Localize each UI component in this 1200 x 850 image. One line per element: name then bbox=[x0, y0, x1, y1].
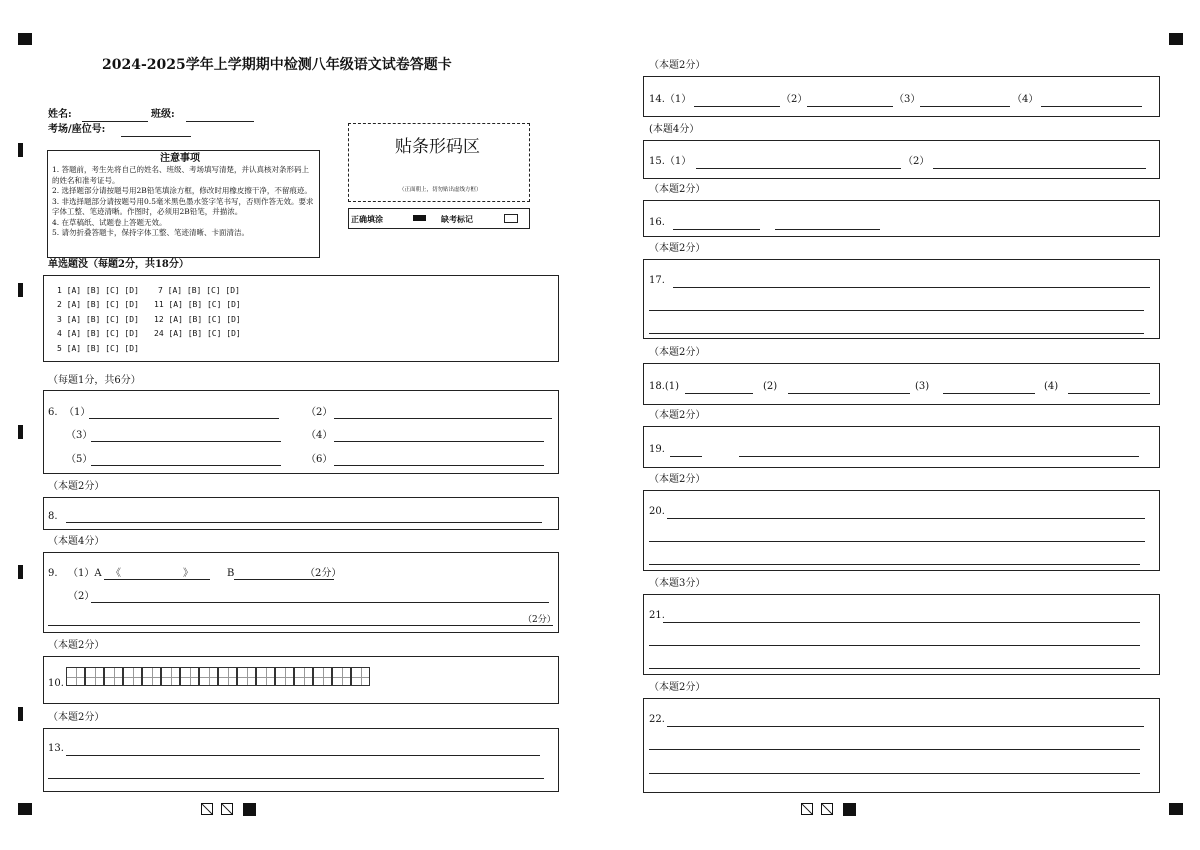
q22-answer-line[interactable] bbox=[649, 749, 1140, 750]
mc-row[interactable]: 12 [A] [B] [C] [D] bbox=[154, 315, 241, 324]
notice-title: 注意事项 bbox=[160, 153, 200, 164]
fill-label: 正确填涂 bbox=[351, 214, 383, 224]
seat-field[interactable] bbox=[121, 136, 191, 137]
notice-line: 4. 在草稿纸、试题卷上答题无效。 bbox=[52, 217, 167, 227]
q21-answer-box bbox=[643, 594, 1160, 675]
q15-part2-label: （2） bbox=[903, 156, 930, 167]
mc-row[interactable]: 1 [A] [B] [C] [D] bbox=[57, 286, 139, 295]
q21-score-label: （本题3分） bbox=[649, 578, 706, 589]
q14-part-label: （3） bbox=[894, 94, 921, 105]
q8-score-label: （本题2分） bbox=[48, 481, 105, 492]
corner-mark-top-left bbox=[18, 33, 32, 45]
q14-number: 14.（1） bbox=[649, 94, 692, 105]
q18-answer-line[interactable] bbox=[788, 393, 910, 394]
q10-grid-cell[interactable] bbox=[237, 667, 256, 686]
q10-grid-cell[interactable] bbox=[142, 667, 161, 686]
q21-answer-line[interactable] bbox=[663, 622, 1140, 623]
mc-row[interactable]: 24 [A] [B] [C] [D] bbox=[154, 329, 241, 338]
q20-score-label: （本题2分） bbox=[649, 474, 706, 485]
q8-answer-line[interactable] bbox=[66, 522, 542, 523]
q21-answer-line[interactable] bbox=[649, 645, 1140, 646]
q17-score-label: （本题2分） bbox=[649, 243, 706, 254]
q9-number: 9. bbox=[48, 568, 58, 579]
q15-answer-line[interactable] bbox=[696, 168, 901, 169]
q6-answer-line[interactable] bbox=[89, 418, 279, 419]
page-marker-slash-icon bbox=[221, 803, 233, 815]
q18-answer-line[interactable] bbox=[1068, 393, 1150, 394]
q6-part-label: （1） bbox=[64, 407, 91, 418]
mc-row[interactable]: 11 [A] [B] [C] [D] bbox=[154, 300, 241, 309]
q10-grid-cell[interactable] bbox=[218, 667, 237, 686]
q6-answer-box bbox=[43, 390, 559, 474]
page-marker-filled bbox=[843, 803, 856, 816]
q18-answer-line[interactable] bbox=[685, 393, 753, 394]
q9-points-1: （2分） bbox=[305, 568, 342, 579]
q20-answer-line[interactable] bbox=[667, 518, 1145, 519]
mc-section-label: 单选题没（每题2分，共18分） bbox=[48, 259, 189, 270]
notice-line: 2. 选择题部分请按题号用2B铅笔填涂方框，修改时用橡皮擦干净，不留痕迹。 bbox=[52, 186, 312, 195]
q9-part2-label: （2） bbox=[68, 591, 95, 602]
q6-part-label: （6） bbox=[306, 454, 333, 465]
q9-book-close: 》 bbox=[183, 568, 193, 579]
q6-part-label: （2） bbox=[306, 407, 333, 418]
q21-number: 21. bbox=[649, 610, 665, 621]
q14-answer-line[interactable] bbox=[920, 106, 1010, 107]
mc-row[interactable]: 7 [A] [B] [C] [D] bbox=[158, 286, 240, 295]
q6-answer-line[interactable] bbox=[91, 465, 281, 466]
q14-answer-line[interactable] bbox=[807, 106, 893, 107]
q6-part-label: （4） bbox=[306, 430, 333, 441]
q6-number: 6. bbox=[48, 407, 58, 418]
q15-answer-line[interactable] bbox=[933, 168, 1146, 169]
absent-mark-box[interactable] bbox=[504, 214, 518, 223]
q10-number: 10. bbox=[48, 678, 64, 689]
q14-answer-box bbox=[643, 76, 1160, 117]
q17-answer-line[interactable] bbox=[649, 333, 1144, 334]
seat-label: 考场/座位号: bbox=[48, 124, 106, 135]
q13-answer-line[interactable] bbox=[66, 755, 540, 756]
q20-number: 20. bbox=[649, 506, 665, 517]
q15-answer-box bbox=[643, 140, 1160, 179]
q16-answer-line[interactable] bbox=[775, 229, 880, 230]
q18-part-label: (3) bbox=[915, 381, 930, 392]
q6-score-label: （每题1分，共6分） bbox=[48, 375, 141, 386]
name-field[interactable] bbox=[82, 121, 148, 122]
page-title: 2024-2025学年上学期期中检测八年级语文试卷答题卡 bbox=[102, 57, 452, 73]
q6-part-label: （3） bbox=[66, 430, 93, 441]
q18-part-label: (2) bbox=[763, 381, 778, 392]
corner-mark-bottom-left bbox=[18, 803, 32, 815]
q6-answer-line[interactable] bbox=[334, 465, 544, 466]
q10-grid-cell[interactable] bbox=[351, 667, 370, 686]
q10-grid-cell[interactable] bbox=[313, 667, 332, 686]
q9-points-2: （2分） bbox=[523, 615, 556, 625]
q6-answer-line[interactable] bbox=[91, 441, 281, 442]
q22-number: 22. bbox=[649, 714, 665, 725]
q9-part1-label: （1）A bbox=[68, 568, 102, 579]
q6-answer-line[interactable] bbox=[334, 418, 552, 419]
page-marker-slash-icon bbox=[821, 803, 833, 815]
q10-character-grid bbox=[66, 667, 370, 688]
q19-answer-line[interactable] bbox=[739, 456, 1139, 457]
q18-part-label: (4) bbox=[1044, 381, 1059, 392]
q8-number: 8. bbox=[48, 511, 58, 522]
q17-answer-line[interactable] bbox=[649, 310, 1144, 311]
q22-score-label: （本题2分） bbox=[649, 682, 706, 693]
mc-row[interactable]: 2 [A] [B] [C] [D] bbox=[57, 300, 139, 309]
q16-answer-line[interactable] bbox=[673, 229, 760, 230]
q10-grid-cell[interactable] bbox=[104, 667, 123, 686]
q19-number: 19. bbox=[649, 444, 665, 455]
q15-score-label: (本题4分） bbox=[649, 124, 700, 135]
q9-book-open: 《 bbox=[111, 568, 121, 579]
corner-mark-bottom-right bbox=[1169, 803, 1183, 815]
q6-part-label: （5） bbox=[66, 454, 93, 465]
notice-line: 1. 答题前，考生先将自己的姓名、班级、考场填写清楚，并认真核对条形码上的姓名和准考证号。 bbox=[52, 165, 310, 185]
q14-part-label: （4） bbox=[1012, 94, 1039, 105]
timing-mark bbox=[18, 425, 23, 439]
q22-answer-line[interactable] bbox=[649, 773, 1140, 774]
q16-number: 16. bbox=[649, 217, 665, 228]
q10-grid-cell[interactable] bbox=[294, 667, 313, 686]
barcode-title: 贴条形码区 bbox=[395, 137, 480, 157]
q10-score-label: （本题2分） bbox=[48, 640, 105, 651]
timing-mark bbox=[18, 143, 23, 157]
q13-answer-line[interactable] bbox=[48, 778, 544, 779]
q10-grid-cell[interactable] bbox=[332, 667, 351, 686]
q19-answer-box bbox=[643, 426, 1160, 468]
q17-number: 17. bbox=[649, 275, 665, 286]
q10-grid-cell[interactable] bbox=[180, 667, 199, 686]
q10-grid-cell[interactable] bbox=[256, 667, 275, 686]
mc-row[interactable]: 4 [A] [B] [C] [D] bbox=[57, 329, 139, 338]
q14-part-label: （2） bbox=[781, 94, 808, 105]
page-marker-slash-icon bbox=[801, 803, 813, 815]
q10-grid-cell[interactable] bbox=[85, 667, 104, 686]
q20-answer-line[interactable] bbox=[649, 541, 1145, 542]
q13-number: 13. bbox=[48, 743, 64, 754]
q13-answer-box bbox=[43, 728, 559, 792]
q10-grid-cell[interactable] bbox=[161, 667, 180, 686]
q10-grid-cell[interactable] bbox=[123, 667, 142, 686]
page-marker-filled bbox=[243, 803, 256, 816]
q9-score-label: （本题4分） bbox=[48, 536, 105, 547]
q15-number: 15.（1） bbox=[649, 156, 692, 167]
q17-answer-line[interactable] bbox=[673, 287, 1150, 288]
q10-grid-cell[interactable] bbox=[275, 667, 294, 686]
q22-answer-box bbox=[643, 698, 1160, 793]
q10-grid-cell[interactable] bbox=[199, 667, 218, 686]
q9-book-line[interactable] bbox=[104, 579, 210, 580]
q18-number: 18.(1) bbox=[649, 381, 680, 392]
q18-score-label: （本题2分） bbox=[649, 347, 706, 358]
corner-mark-top-right bbox=[1169, 33, 1183, 45]
class-field[interactable] bbox=[186, 121, 254, 122]
name-label: 姓名: bbox=[48, 109, 72, 120]
q17-answer-box bbox=[643, 259, 1160, 339]
notice-line: 3. 非选择题部分请按题号用0.5毫米黑色墨水签字笔书写，否则作答无效。要求字体工整、笔迹清晰。作图时，必须用2B铅笔，并描浓。 bbox=[52, 196, 314, 216]
q6-answer-line[interactable] bbox=[334, 441, 544, 442]
q19-answer-line[interactable] bbox=[670, 456, 702, 457]
q20-answer-box bbox=[643, 490, 1160, 571]
timing-mark bbox=[18, 707, 23, 721]
q14-answer-line[interactable] bbox=[1041, 106, 1142, 107]
q18-answer-box bbox=[643, 363, 1160, 405]
mc-row[interactable]: 3 [A] [B] [C] [D] bbox=[57, 315, 139, 324]
fill-marks-box bbox=[348, 208, 530, 229]
q18-answer-line[interactable] bbox=[943, 393, 1035, 394]
barcode-area bbox=[348, 123, 530, 202]
q9-part2-line[interactable] bbox=[91, 602, 549, 603]
barcode-hint: （正面朝上，切勿贴出虚线方框） bbox=[399, 187, 482, 193]
absent-label: 缺考标记 bbox=[441, 214, 473, 224]
q14-score-label: （本题2分） bbox=[649, 60, 706, 71]
q8-answer-box bbox=[43, 497, 559, 530]
q9-answer-box bbox=[43, 552, 559, 633]
q16-score-label: （本题2分） bbox=[649, 184, 706, 195]
q13-score-label: （本题2分） bbox=[48, 712, 105, 723]
timing-mark bbox=[18, 565, 23, 579]
notice-lines bbox=[52, 165, 314, 239]
timing-mark bbox=[18, 283, 23, 297]
q22-answer-line[interactable] bbox=[667, 726, 1144, 727]
notice-line: 5. 请勿折叠答题卡，保持字体工整、笔迹清晰、卡面清洁。 bbox=[52, 228, 250, 237]
notice-box bbox=[47, 150, 320, 258]
q9-part2-line[interactable] bbox=[48, 625, 553, 626]
mc-row[interactable]: 5 [A] [B] [C] [D] bbox=[57, 344, 139, 353]
mc-answer-box bbox=[43, 275, 559, 362]
class-label: 班级: bbox=[151, 109, 175, 120]
q19-score-label: （本题2分） bbox=[649, 410, 706, 421]
q14-answer-line[interactable] bbox=[694, 106, 780, 107]
q21-answer-line[interactable] bbox=[649, 668, 1140, 669]
page-marker-slash-icon bbox=[201, 803, 213, 815]
q9-b-label: B bbox=[227, 568, 235, 579]
q20-answer-line[interactable] bbox=[649, 564, 1140, 565]
q16-answer-box bbox=[643, 200, 1160, 237]
q10-answer-box bbox=[43, 656, 559, 704]
filled-mark-sample bbox=[413, 215, 426, 221]
q10-grid-cell[interactable] bbox=[66, 667, 85, 686]
